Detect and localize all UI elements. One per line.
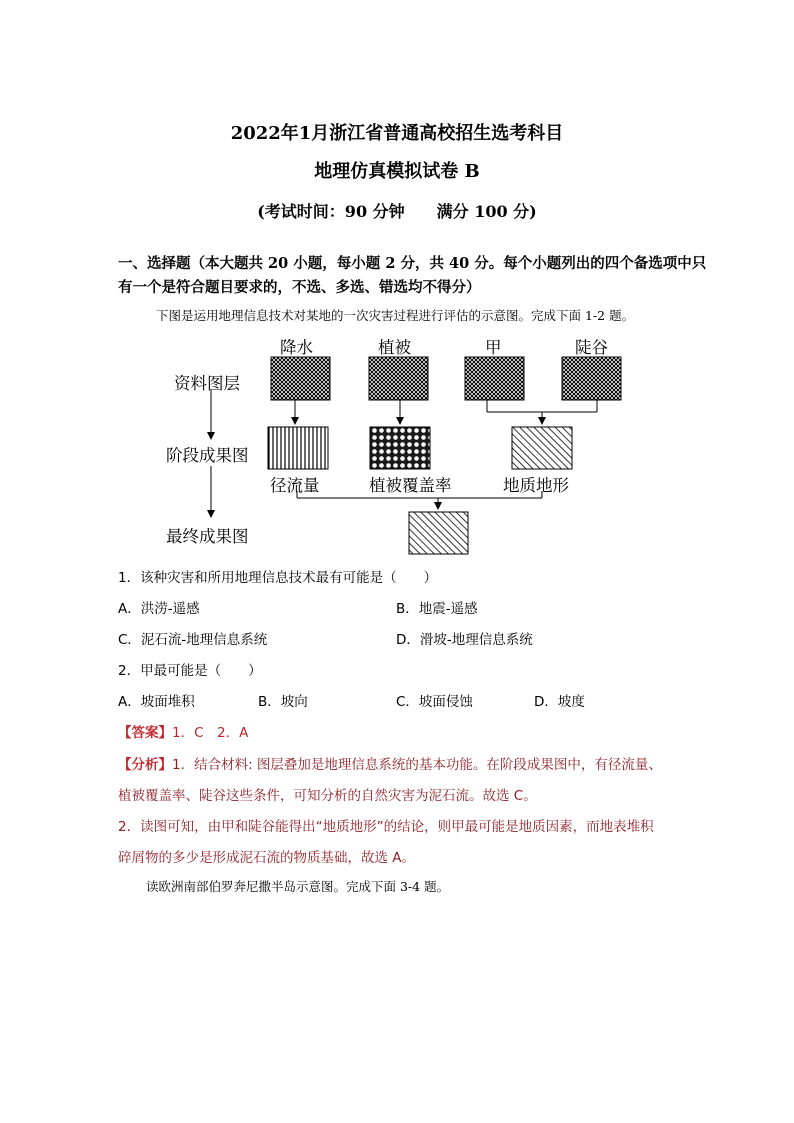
analysis-tag: 【分析】 xyxy=(118,757,172,773)
row-label-stage-results: 阶段成果图 xyxy=(166,446,249,465)
answer-text: 1．C 2．A xyxy=(172,725,249,741)
label-vegetation-cover: 植被覆盖率 xyxy=(369,476,452,495)
label-vegetation: 植被 xyxy=(378,338,411,357)
analysis-line-4: 碎屑物的多少是形成泥石流的物质基础，故选 A。 xyxy=(118,850,416,866)
question-2-option-c: C．坡面侵蚀 xyxy=(396,694,473,710)
question-1-option-a: A．洪涝-遥感 xyxy=(118,601,200,617)
question-2-option-a: A．坡面堆积 xyxy=(118,694,195,710)
stage-runoff-box xyxy=(268,427,328,469)
stage-vegetation-cover-box xyxy=(370,427,430,469)
analysis-line-1 xyxy=(118,753,662,773)
question-2-option-d: D．坡度 xyxy=(534,694,585,710)
layer-steep-valley-box xyxy=(562,357,621,400)
analysis-line-2: 植被覆盖率、陡谷这些条件，可知分析的自然灾害为泥石流。故选 C。 xyxy=(118,788,537,804)
question-1-stem: 1．该种灾害和所用地理信息技术最有可能是（ ） xyxy=(118,570,438,586)
analysis-line-3: 2．读图可知，由甲和陡谷能得出“地质地形”的结论，则甲最可能是地质因素，而地表堆积 xyxy=(118,819,654,835)
exam-info: (考试时间：90 分钟 满分 100 分) xyxy=(257,202,537,221)
final-result-box xyxy=(409,512,468,554)
row-label-data-layers: 资料图层 xyxy=(174,374,240,393)
question-intro: 下图是运用地理信息技术对某地的一次灾害过程进行评估的示意图。完成下面 1-2 题。 xyxy=(156,308,635,323)
answer-tag: 【答案】 xyxy=(118,725,172,741)
layer-jia-box xyxy=(465,357,524,400)
stage-geology-terrain-box xyxy=(512,427,572,469)
question-1-option-c: C．泥石流-地理信息系统 xyxy=(118,632,268,648)
question-1-option-b: B．地震-遥感 xyxy=(396,601,478,617)
question-1-option-d: D．滑坡-地理信息系统 xyxy=(396,632,533,648)
label-jia: 甲 xyxy=(485,338,502,357)
layer-precipitation-box xyxy=(271,357,330,400)
label-runoff: 径流量 xyxy=(270,476,320,495)
page-subtitle: 地理仿真模拟试卷 B xyxy=(314,161,480,182)
label-steep-valley: 陡谷 xyxy=(575,338,608,357)
layer-vegetation-box xyxy=(369,357,428,400)
page-title: 2022年1月浙江省普通高校招生选考科目 xyxy=(230,123,564,144)
label-geology-terrain: 地质地形 xyxy=(503,476,569,495)
answer-line xyxy=(118,721,248,741)
section-heading-line2: 有一个是符合题目要求的，不选、多选、错选均不得分） xyxy=(118,279,481,296)
question-2-stem: 2．甲最可能是（ ） xyxy=(118,663,262,679)
analysis-text-1: 1．结合材料: 图层叠加是地理信息系统的基本功能。在阶段成果图中，有径流量、 xyxy=(172,757,662,773)
question-2-option-b: B．坡向 xyxy=(258,694,308,710)
section-heading-line1: 一、选择题（本大题共 20 小题，每小题 2 分，共 40 分。每个小题列出的四个备选项中只 xyxy=(118,255,707,272)
next-question-intro: 读欧洲南部伯罗奔尼撒半岛示意图。完成下面 3-4 题。 xyxy=(146,879,450,894)
label-precipitation: 降水 xyxy=(280,338,313,357)
row-label-final-result: 最终成果图 xyxy=(166,527,249,546)
